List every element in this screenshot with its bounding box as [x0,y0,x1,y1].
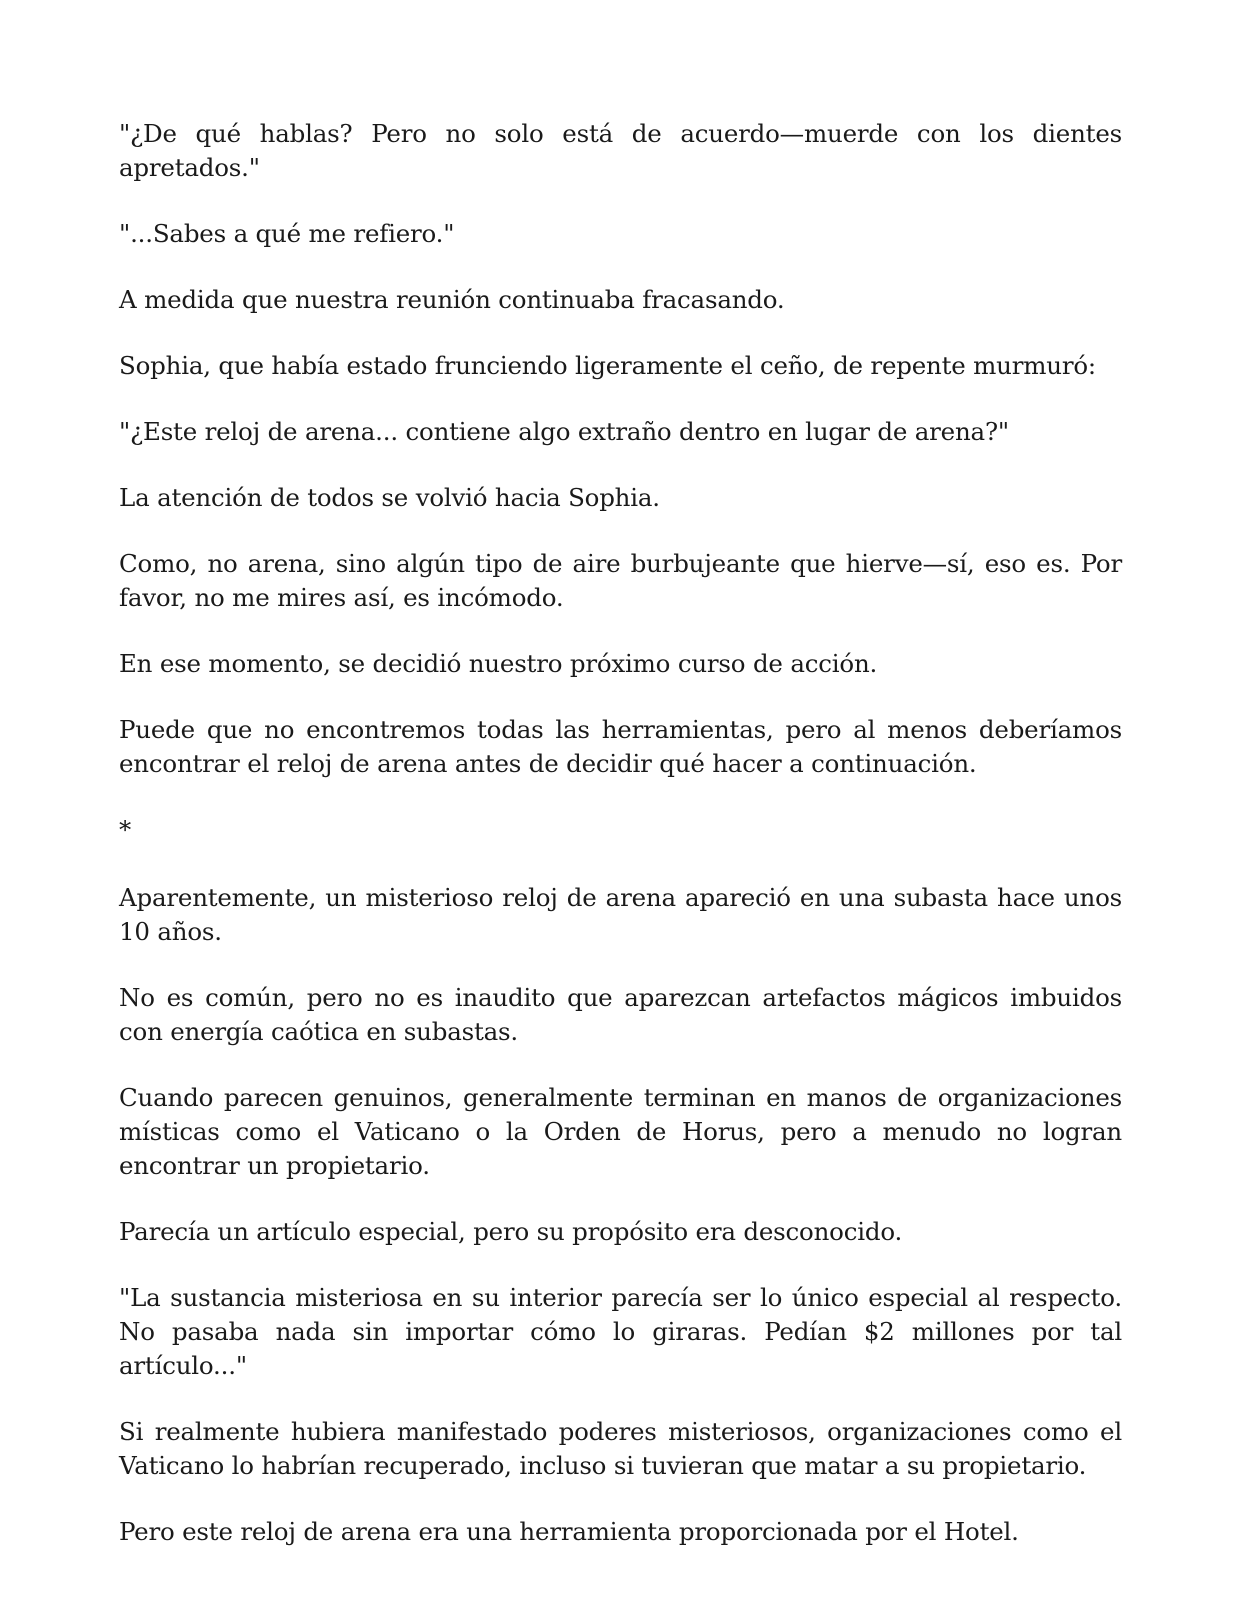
paragraph-4: Sophia, que había estado frunciendo ligeramente el ceño, de repente murmuró: [119,351,1096,380]
paragraph-5: "¿Este reloj de arena... contiene algo extraño dentro en lugar de arena?" [119,417,1009,446]
paragraph-7: Como, no arena, sino algún tipo de aire burbujeante que hierve—sí, eso es. Por favor, no me mires así, es incómodo. [119,549,1122,612]
scene-separator: * [119,815,132,844]
paragraph-10: Aparentemente, un misterioso reloj de arena apareció en una subasta hace unos 10 años. [119,883,1122,946]
paragraph-2: "...Sabes a qué me refiero." [119,219,455,248]
paragraph-9: Puede que no encontremos todas las herramientas, pero al menos deberíamos encontrar el reloj de arena antes de decidir qué hacer a continuación. [119,715,1122,778]
paragraph-1: "¿De qué hablas? Pero no solo está de acuerdo—muerde con los dientes apretados." [119,119,1122,182]
paragraph-8: En ese momento, se decidió nuestro próximo curso de acción. [119,649,878,678]
paragraph-3: A medida que nuestra reunión continuaba fracasando. [119,285,785,314]
paragraph-12: Cuando parecen genuinos, generalmente terminan en manos de organizaciones místicas como el Vaticano o la Orden de Horus, pero a menudo no logran encontrar un propietario. [119,1083,1122,1180]
paragraph-14: "La sustancia misteriosa en su interior parecía ser lo único especial al respecto. No pasaba nada sin importar cómo lo giraras. Pedían $2 millones por tal artículo..." [119,1283,1122,1380]
paragraph-13: Parecía un artículo especial, pero su propósito era desconocido. [119,1217,903,1246]
document-body [119,117,1122,1581]
paragraph-6: La atención de todos se volvió hacia Sophia. [119,483,660,512]
paragraph-11: No es común, pero no es inaudito que aparezcan artefactos mágicos imbuidos con energía caótica en subastas. [119,983,1122,1046]
paragraph-15: Si realmente hubiera manifestado poderes misteriosos, organizaciones como el Vaticano lo habrían recuperado, incluso si tuvieran que matar a su propietario. [119,1417,1122,1480]
paragraph-16: Pero este reloj de arena era una herramienta proporcionada por el Hotel. [119,1517,1019,1546]
